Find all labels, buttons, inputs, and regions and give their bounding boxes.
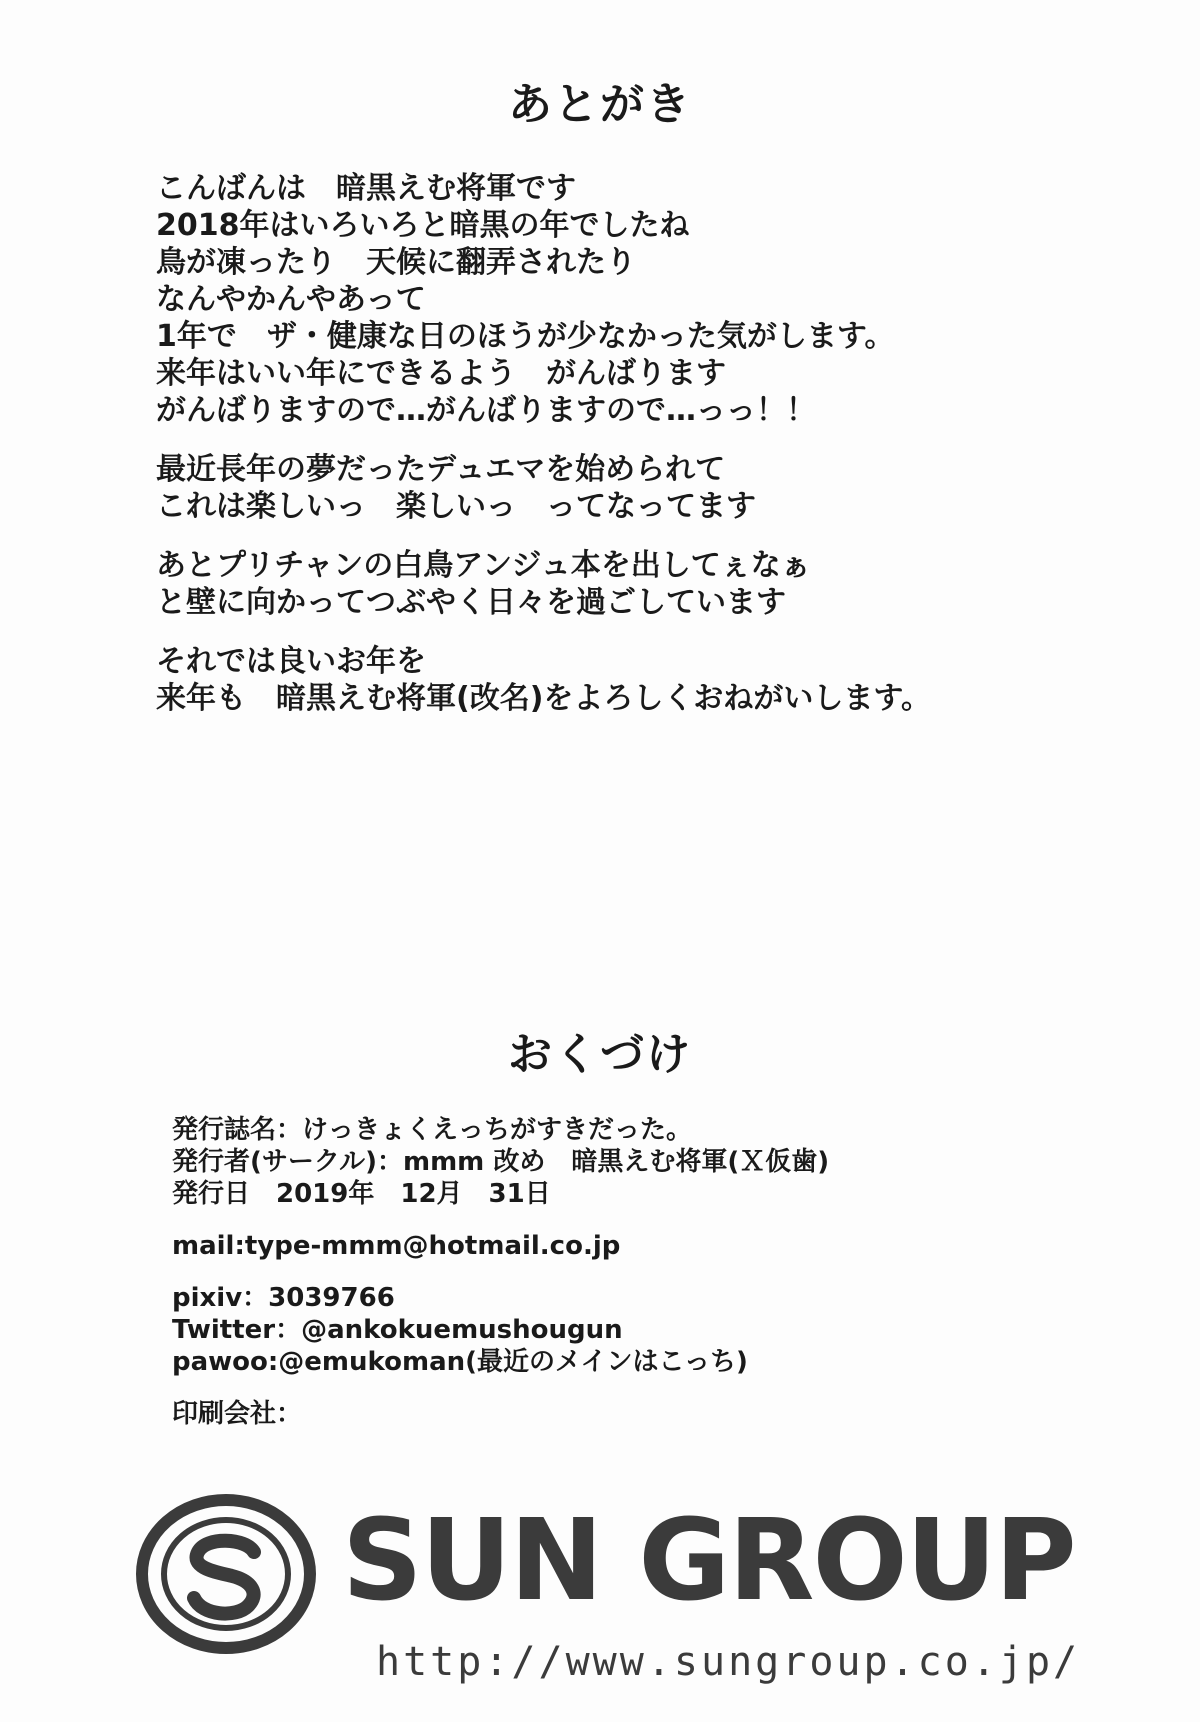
- colophon: [172, 1114, 1132, 1450]
- pawoo-handle: pawoo:@emukoman(最近のメインはこっち): [172, 1347, 748, 1377]
- publication-title: 発行誌名：けっきょくえっちがすきだった。: [172, 1115, 693, 1145]
- twitter-handle: Twitter：@ankokuemushougun: [172, 1315, 623, 1345]
- atogaki-paragraph: [156, 170, 1156, 429]
- publication-info: [172, 1114, 1132, 1210]
- atogaki-line: 鳥が凍ったり 天候に翻弄されたり: [156, 245, 636, 280]
- atogaki-paragraph: [156, 643, 1156, 717]
- publication-date: 発行日 2019年 12月 31日: [172, 1179, 551, 1209]
- sun-group-wordmark: SUN GROUP: [342, 1496, 1075, 1626]
- atogaki-line: それでは良いお年を: [156, 644, 426, 679]
- atogaki-line: 来年はいい年にできるよう がんばります: [156, 356, 726, 391]
- mail-address: mail:type-mmm@hotmail.co.jp: [172, 1231, 621, 1261]
- atogaki-line: 来年も 暗黒えむ将軍(改名)をよろしくおねがいします。: [156, 681, 932, 716]
- atogaki-line: 1年で ザ・健康な日のほうが少なかった気がします。: [156, 319, 895, 354]
- atogaki-paragraph: [156, 451, 1156, 525]
- atogaki-line: 2018年はいろいろと暗黒の年でしたね: [156, 208, 690, 243]
- publisher-circle: 発行者(サークル)：mmm 改め 暗黒えむ将軍(Ｘ仮歯): [172, 1147, 830, 1177]
- atogaki-line: がんばりますので…がんばりますので…っっ！！: [156, 393, 816, 428]
- pixiv-id: pixiv：3039766: [172, 1283, 395, 1313]
- contact-mail: [172, 1230, 1132, 1262]
- printer-logo: [136, 1490, 1096, 1690]
- sun-group-logo-icon: [136, 1494, 316, 1654]
- atogaki-line: こんばんは 暗黒えむ将軍です: [156, 171, 576, 206]
- social-links: [172, 1282, 1132, 1378]
- atogaki-paragraph: [156, 547, 1156, 621]
- sun-group-url: http://www.sungroup.co.jp/: [376, 1639, 1081, 1685]
- atogaki-line: あとプリチャンの白鳥アンジュ本を出してぇなぁ: [156, 548, 811, 583]
- atogaki-title: あとがき: [508, 79, 692, 130]
- atogaki-line: なんやかんやあって: [156, 282, 426, 317]
- atogaki-body: [156, 170, 1156, 739]
- atogaki-line: これは楽しいっ 楽しいっ ってなってます: [156, 489, 756, 524]
- printer-label: 印刷会社：: [172, 1399, 303, 1429]
- printer-info: [172, 1398, 1132, 1430]
- okuduke-title: おくづけ: [508, 1029, 692, 1080]
- atogaki-line: 最近長年の夢だったデュエマを始められて: [156, 452, 726, 487]
- atogaki-line: と壁に向かってつぶやく日々を過ごしています: [156, 585, 786, 620]
